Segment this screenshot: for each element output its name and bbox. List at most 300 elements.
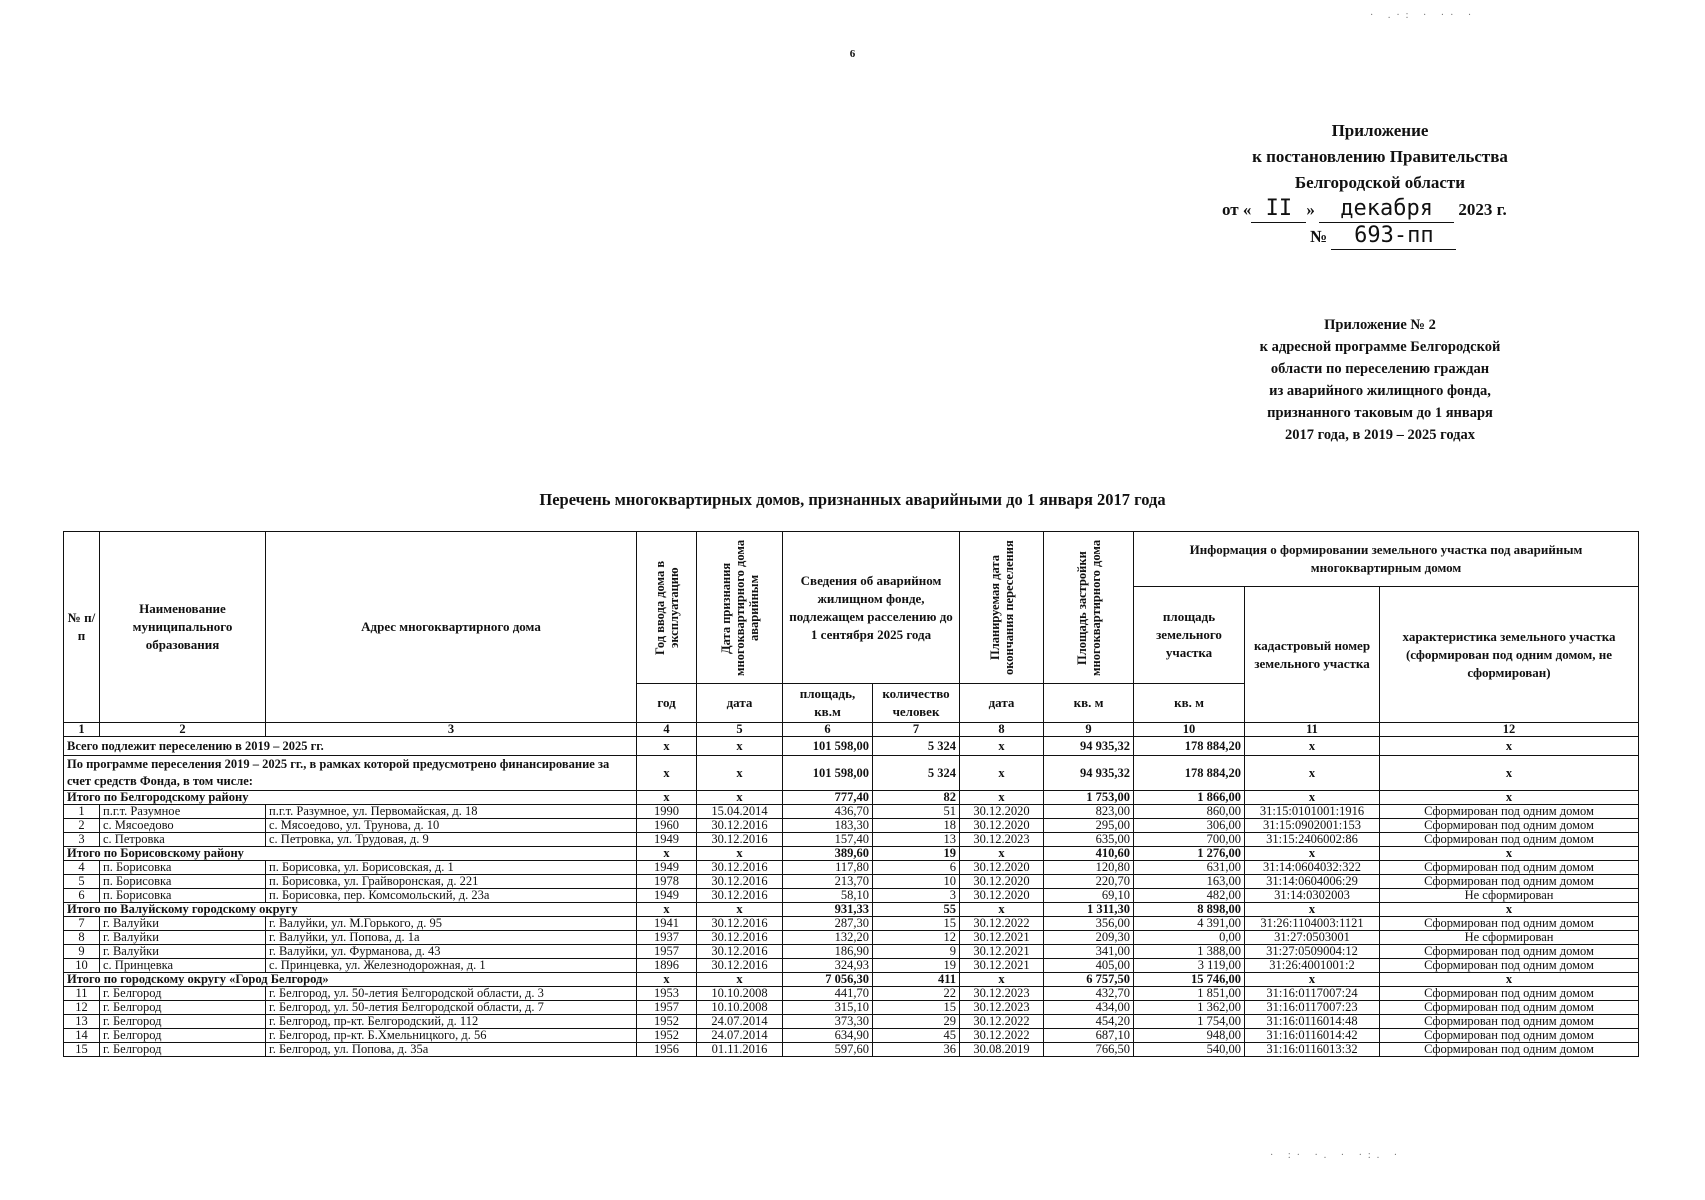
column-number: 7 xyxy=(873,723,960,737)
header-land-info: Информация о формировании земельного участка под аварийным многоквартирным домом xyxy=(1134,532,1639,587)
municipality-cell: с. Мясоедово xyxy=(100,819,266,833)
header-land-char: характеристика земельного участка (сформирован под одним домом, не сформирован) xyxy=(1380,587,1639,723)
people-cell: 36 xyxy=(873,1043,960,1057)
header-address: Адрес многоквартирного дома xyxy=(266,532,637,723)
building-area-cell: 220,70 xyxy=(1044,875,1134,889)
summary-area: 389,60 xyxy=(783,847,873,861)
row-number: 12 xyxy=(64,1001,100,1015)
date-day: II xyxy=(1251,196,1306,223)
address-cell: п. Борисовка, ул. Борисовская, д. 1 xyxy=(266,861,637,875)
summary-row xyxy=(64,847,1639,861)
summary-building-area: 94 935,32 xyxy=(1044,756,1134,791)
header-municipality: Наименование муниципального образования xyxy=(100,532,266,723)
people-cell: 29 xyxy=(873,1015,960,1029)
people-cell: 15 xyxy=(873,1001,960,1015)
area-cell: 132,20 xyxy=(783,931,873,945)
year-cell: 1957 xyxy=(637,1001,697,1015)
land-char-cell: Сформирован под одним домом xyxy=(1380,819,1639,833)
cadastral-cell: 31:27:0509004:12 xyxy=(1245,945,1380,959)
summary-label: Итого по городскому округу «Город Белгород» xyxy=(64,973,637,987)
resolution-date-line xyxy=(1180,196,1580,223)
table-row xyxy=(64,875,1639,889)
summary-land-area: 1 866,00 xyxy=(1134,791,1245,805)
summary-cadastral: х xyxy=(1245,791,1380,805)
summary-building-area: 94 935,32 xyxy=(1044,737,1134,756)
header-fund-info: Сведения об аварийном жилищном фонде, подлежащем расселению до 1 сентября 2025 года xyxy=(783,532,960,684)
number-prefix: № xyxy=(1310,227,1328,246)
recognition-date-cell: 15.04.2014 xyxy=(697,805,783,819)
people-cell: 51 xyxy=(873,805,960,819)
municipality-cell: г. Белгород xyxy=(100,1001,266,1015)
address-cell: г. Белгород, ул. 50-летия Белгородской области, д. 7 xyxy=(266,1001,637,1015)
address-cell: г. Валуйки, ул. Фурманова, д. 43 xyxy=(266,945,637,959)
appendix2-line-6: 2017 года, в 2019 – 2025 годах xyxy=(1285,427,1475,443)
table-row xyxy=(64,805,1639,819)
year-cell: 1952 xyxy=(637,1015,697,1029)
column-number: 4 xyxy=(637,723,697,737)
recognition-date-cell: 30.12.2016 xyxy=(697,945,783,959)
row-number: 9 xyxy=(64,945,100,959)
cadastral-cell: 31:14:0604006:29 xyxy=(1245,875,1380,889)
summary-row xyxy=(64,791,1639,805)
summary-date: х xyxy=(697,903,783,917)
land-char-cell: Сформирован под одним домом xyxy=(1380,1001,1639,1015)
header-recognition-date: Дата признания многоквартирного дома аварийным xyxy=(718,539,761,676)
scan-noise: · .·: · ·· · xyxy=(1370,10,1478,21)
buildings-table xyxy=(63,531,1639,1057)
recognition-date-cell: 30.12.2016 xyxy=(697,861,783,875)
recognition-date-cell: 01.11.2016 xyxy=(697,1043,783,1057)
planned-date-cell: 30.12.2021 xyxy=(960,945,1044,959)
header-cadastral: кадастровый номер земельного участка xyxy=(1245,587,1380,723)
people-cell: 6 xyxy=(873,861,960,875)
cadastral-cell: 31:15:2406002:86 xyxy=(1245,833,1380,847)
land-char-cell: Сформирован под одним домом xyxy=(1380,805,1639,819)
land-char-cell: Сформирован под одним домом xyxy=(1380,833,1639,847)
building-area-cell: 454,20 xyxy=(1044,1015,1134,1029)
planned-date-cell: 30.12.2020 xyxy=(960,889,1044,903)
summary-date: х xyxy=(697,737,783,756)
building-area-cell: 434,00 xyxy=(1044,1001,1134,1015)
area-cell: 117,80 xyxy=(783,861,873,875)
appendix-line-1: Приложение xyxy=(1331,121,1429,140)
unit-area: площадь, кв.м xyxy=(783,684,873,723)
land-area-cell: 4 391,00 xyxy=(1134,917,1245,931)
summary-label: Итого по Белгородскому району xyxy=(64,791,637,805)
planned-date-cell: 30.12.2022 xyxy=(960,917,1044,931)
summary-plan: х xyxy=(960,973,1044,987)
table-row xyxy=(64,959,1639,973)
column-number: 12 xyxy=(1380,723,1639,737)
unit-plan-date: дата xyxy=(960,684,1044,723)
planned-date-cell: 30.12.2023 xyxy=(960,833,1044,847)
summary-year: х xyxy=(637,791,697,805)
people-cell: 10 xyxy=(873,875,960,889)
summary-plan: х xyxy=(960,756,1044,791)
area-cell: 324,93 xyxy=(783,959,873,973)
summary-area: 101 598,00 xyxy=(783,756,873,791)
year-cell: 1937 xyxy=(637,931,697,945)
recognition-date-cell: 30.12.2016 xyxy=(697,889,783,903)
year-cell: 1949 xyxy=(637,889,697,903)
land-area-cell: 631,00 xyxy=(1134,861,1245,875)
appendix2-line-4: из аварийного жилищного фонда, xyxy=(1269,383,1491,399)
area-cell: 315,10 xyxy=(783,1001,873,1015)
summary-people: 55 xyxy=(873,903,960,917)
table-row xyxy=(64,1015,1639,1029)
row-number: 2 xyxy=(64,819,100,833)
summary-people: 19 xyxy=(873,847,960,861)
land-area-cell: 1 362,00 xyxy=(1134,1001,1245,1015)
header-year: Год ввода дома в эксплуатацию xyxy=(652,560,681,655)
land-char-cell: Сформирован под одним домом xyxy=(1380,945,1639,959)
cadastral-cell: 31:16:0116014:42 xyxy=(1245,1029,1380,1043)
building-area-cell: 69,10 xyxy=(1044,889,1134,903)
year-cell: 1896 xyxy=(637,959,697,973)
recognition-date-cell: 30.12.2016 xyxy=(697,819,783,833)
building-area-cell: 405,00 xyxy=(1044,959,1134,973)
summary-char: х xyxy=(1380,903,1639,917)
address-cell: п.г.т. Разумное, ул. Первомайская, д. 18 xyxy=(266,805,637,819)
row-number: 5 xyxy=(64,875,100,889)
building-area-cell: 295,00 xyxy=(1044,819,1134,833)
summary-char: х xyxy=(1380,737,1639,756)
land-char-cell: Сформирован под одним домом xyxy=(1380,917,1639,931)
summary-year: х xyxy=(637,903,697,917)
summary-char: х xyxy=(1380,973,1639,987)
land-char-cell: Сформирован под одним домом xyxy=(1380,875,1639,889)
unit-people: количество человек xyxy=(873,684,960,723)
column-number: 10 xyxy=(1134,723,1245,737)
summary-people: 5 324 xyxy=(873,756,960,791)
building-area-cell: 341,00 xyxy=(1044,945,1134,959)
summary-building-area: 410,60 xyxy=(1044,847,1134,861)
cadastral-cell: 31:26:4001001:2 xyxy=(1245,959,1380,973)
land-area-cell: 860,00 xyxy=(1134,805,1245,819)
area-cell: 597,60 xyxy=(783,1043,873,1057)
unit-date: дата xyxy=(697,684,783,723)
address-cell: с. Петровка, ул. Трудовая, д. 9 xyxy=(266,833,637,847)
address-cell: г. Белгород, ул. Попова, д. 35а xyxy=(266,1043,637,1057)
summary-row xyxy=(64,737,1639,756)
year-cell: 1949 xyxy=(637,833,697,847)
summary-label: По программе переселения 2019 – 2025 гг., в рамках которой предусмотрено финансирование за счет средств Фонда, в том числе: xyxy=(64,756,637,791)
planned-date-cell: 30.12.2020 xyxy=(960,819,1044,833)
summary-people: 411 xyxy=(873,973,960,987)
summary-building-area: 1 753,00 xyxy=(1044,791,1134,805)
header-building-area-cell xyxy=(1044,532,1134,684)
header-row-1 xyxy=(64,532,1639,587)
recognition-date-cell: 24.07.2014 xyxy=(697,1015,783,1029)
summary-cadastral: х xyxy=(1245,973,1380,987)
date-prefix: от « xyxy=(1222,200,1252,219)
summary-cadastral: х xyxy=(1245,756,1380,791)
building-area-cell: 356,00 xyxy=(1044,917,1134,931)
recognition-date-cell: 30.12.2016 xyxy=(697,959,783,973)
land-area-cell: 1 851,00 xyxy=(1134,987,1245,1001)
table-row xyxy=(64,945,1639,959)
people-cell: 19 xyxy=(873,959,960,973)
summary-date: х xyxy=(697,791,783,805)
date-year: 2023 г. xyxy=(1458,200,1507,219)
summary-cadastral: х xyxy=(1245,737,1380,756)
summary-date: х xyxy=(697,847,783,861)
land-char-cell: Не сформирован xyxy=(1380,931,1639,945)
land-area-cell: 948,00 xyxy=(1134,1029,1245,1043)
land-area-cell: 3 119,00 xyxy=(1134,959,1245,973)
summary-people: 5 324 xyxy=(873,737,960,756)
column-number: 3 xyxy=(266,723,637,737)
planned-date-cell: 30.12.2023 xyxy=(960,1001,1044,1015)
summary-plan: х xyxy=(960,737,1044,756)
row-number: 15 xyxy=(64,1043,100,1057)
summary-land-area: 1 276,00 xyxy=(1134,847,1245,861)
building-area-cell: 766,50 xyxy=(1044,1043,1134,1057)
recognition-date-cell: 24.07.2014 xyxy=(697,1029,783,1043)
municipality-cell: г. Белгород xyxy=(100,987,266,1001)
row-number: 13 xyxy=(64,1015,100,1029)
planned-date-cell: 30.12.2020 xyxy=(960,861,1044,875)
date-month: декабря xyxy=(1319,196,1454,223)
people-cell: 12 xyxy=(873,931,960,945)
resolution-appendix-block xyxy=(1180,118,1580,250)
planned-date-cell: 30.12.2020 xyxy=(960,875,1044,889)
address-cell: г. Белгород, пр-кт. Белгородский, д. 112 xyxy=(266,1015,637,1029)
municipality-cell: с. Принцевка xyxy=(100,959,266,973)
summary-date: х xyxy=(697,756,783,791)
page-number: 6 xyxy=(849,48,856,60)
people-cell: 13 xyxy=(873,833,960,847)
area-cell: 441,70 xyxy=(783,987,873,1001)
column-number: 9 xyxy=(1044,723,1134,737)
area-cell: 213,70 xyxy=(783,875,873,889)
cadastral-cell: 31:16:0116013:32 xyxy=(1245,1043,1380,1057)
unit-year: год xyxy=(637,684,697,723)
municipality-cell: п. Борисовка xyxy=(100,875,266,889)
header-year-cell xyxy=(637,532,697,684)
municipality-cell: г. Белгород xyxy=(100,1043,266,1057)
recognition-date-cell: 10.10.2008 xyxy=(697,1001,783,1015)
summary-row xyxy=(64,756,1639,791)
table-row xyxy=(64,917,1639,931)
building-area-cell: 120,80 xyxy=(1044,861,1134,875)
land-area-cell: 306,00 xyxy=(1134,819,1245,833)
column-number: 11 xyxy=(1245,723,1380,737)
summary-cadastral: х xyxy=(1245,903,1380,917)
summary-row xyxy=(64,903,1639,917)
table-row xyxy=(64,833,1639,847)
summary-row xyxy=(64,973,1639,987)
cadastral-cell: 31:15:0902001:153 xyxy=(1245,819,1380,833)
year-cell: 1990 xyxy=(637,805,697,819)
table-row xyxy=(64,987,1639,1001)
appendix2-line-5: признанного таковым до 1 января xyxy=(1267,405,1493,421)
building-area-cell: 432,70 xyxy=(1044,987,1134,1001)
summary-land-area: 15 746,00 xyxy=(1134,973,1245,987)
header-land-area: площадь земельного участка xyxy=(1134,587,1245,684)
summary-area: 777,40 xyxy=(783,791,873,805)
year-cell: 1978 xyxy=(637,875,697,889)
year-cell: 1952 xyxy=(637,1029,697,1043)
summary-land-area: 178 884,20 xyxy=(1134,737,1245,756)
planned-date-cell: 30.12.2020 xyxy=(960,805,1044,819)
header-recognition-cell xyxy=(697,532,783,684)
address-cell: г. Белгород, ул. 50-летия Белгородской области, д. 3 xyxy=(266,987,637,1001)
cadastral-cell: 31:15:0101001:1916 xyxy=(1245,805,1380,819)
land-char-cell: Сформирован под одним домом xyxy=(1380,1015,1639,1029)
area-cell: 183,30 xyxy=(783,819,873,833)
municipality-cell: п. Борисовка xyxy=(100,889,266,903)
address-cell: п. Борисовка, пер. Комсомольский, д. 23а xyxy=(266,889,637,903)
summary-building-area: 1 311,30 xyxy=(1044,903,1134,917)
land-char-cell: Сформирован под одним домом xyxy=(1380,861,1639,875)
summary-people: 82 xyxy=(873,791,960,805)
summary-cadastral: х xyxy=(1245,847,1380,861)
year-cell: 1941 xyxy=(637,917,697,931)
address-cell: г. Валуйки, ул. Попова, д. 1а xyxy=(266,931,637,945)
municipality-cell: г. Валуйки xyxy=(100,931,266,945)
header-building-area: Площадь застройки многоквартирного дома xyxy=(1074,539,1103,676)
summary-date: х xyxy=(697,973,783,987)
column-number: 1 xyxy=(64,723,100,737)
summary-plan: х xyxy=(960,791,1044,805)
year-cell: 1960 xyxy=(637,819,697,833)
land-area-cell: 540,00 xyxy=(1134,1043,1245,1057)
area-cell: 436,70 xyxy=(783,805,873,819)
appendix-line-2: к постановлению Правительства xyxy=(1252,147,1508,166)
building-area-cell: 209,30 xyxy=(1044,931,1134,945)
column-number: 5 xyxy=(697,723,783,737)
municipality-cell: г. Белгород xyxy=(100,1029,266,1043)
table-row xyxy=(64,1029,1639,1043)
people-cell: 15 xyxy=(873,917,960,931)
unit-land-kvm: кв. м xyxy=(1134,684,1245,723)
summary-year: х xyxy=(637,847,697,861)
recognition-date-cell: 30.12.2016 xyxy=(697,931,783,945)
column-numbers-row xyxy=(64,723,1639,737)
municipality-cell: с. Петровка xyxy=(100,833,266,847)
recognition-date-cell: 10.10.2008 xyxy=(697,987,783,1001)
planned-date-cell: 30.12.2022 xyxy=(960,1015,1044,1029)
row-number: 4 xyxy=(64,861,100,875)
cadastral-cell: 31:26:1104003:1121 xyxy=(1245,917,1380,931)
recognition-date-cell: 30.12.2016 xyxy=(697,917,783,931)
summary-year: х xyxy=(637,737,697,756)
summary-label: Всего подлежит переселению в 2019 – 2025 гг. xyxy=(64,737,637,756)
table-row xyxy=(64,889,1639,903)
row-number: 10 xyxy=(64,959,100,973)
summary-area: 931,33 xyxy=(783,903,873,917)
land-char-cell: Сформирован под одним домом xyxy=(1380,1043,1639,1057)
address-cell: с. Принцевка, ул. Железнодорожная, д. 1 xyxy=(266,959,637,973)
year-cell: 1957 xyxy=(637,945,697,959)
area-cell: 157,40 xyxy=(783,833,873,847)
cadastral-cell: 31:14:0302003 xyxy=(1245,889,1380,903)
cadastral-cell: 31:16:0117007:23 xyxy=(1245,1001,1380,1015)
people-cell: 22 xyxy=(873,987,960,1001)
column-number: 8 xyxy=(960,723,1044,737)
number-value: 693-пп xyxy=(1331,223,1456,250)
people-cell: 9 xyxy=(873,945,960,959)
building-area-cell: 823,00 xyxy=(1044,805,1134,819)
address-cell: п. Борисовка, ул. Грайворонская, д. 221 xyxy=(266,875,637,889)
summary-plan: х xyxy=(960,903,1044,917)
planned-date-cell: 30.12.2023 xyxy=(960,987,1044,1001)
row-number: 14 xyxy=(64,1029,100,1043)
summary-building-area: 6 757,50 xyxy=(1044,973,1134,987)
recognition-date-cell: 30.12.2016 xyxy=(697,875,783,889)
address-cell: г. Валуйки, ул. М.Горького, д. 95 xyxy=(266,917,637,931)
table-row xyxy=(64,819,1639,833)
people-cell: 18 xyxy=(873,819,960,833)
area-cell: 186,90 xyxy=(783,945,873,959)
planned-date-cell: 30.08.2019 xyxy=(960,1043,1044,1057)
people-cell: 3 xyxy=(873,889,960,903)
area-cell: 634,90 xyxy=(783,1029,873,1043)
municipality-cell: г. Белгород xyxy=(100,1015,266,1029)
municipality-cell: п. Борисовка xyxy=(100,861,266,875)
land-char-cell: Сформирован под одним домом xyxy=(1380,987,1639,1001)
summary-plan: х xyxy=(960,847,1044,861)
recognition-date-cell: 30.12.2016 xyxy=(697,833,783,847)
land-area-cell: 163,00 xyxy=(1134,875,1245,889)
row-number: 3 xyxy=(64,833,100,847)
summary-area: 7 056,30 xyxy=(783,973,873,987)
building-area-cell: 635,00 xyxy=(1044,833,1134,847)
land-area-cell: 1 754,00 xyxy=(1134,1015,1245,1029)
cadastral-cell: 31:16:0117007:24 xyxy=(1245,987,1380,1001)
address-cell: с. Мясоедово, ул. Трунова, д. 10 xyxy=(266,819,637,833)
row-number: 8 xyxy=(64,931,100,945)
planned-date-cell: 30.12.2021 xyxy=(960,959,1044,973)
planned-date-cell: 30.12.2022 xyxy=(960,1029,1044,1043)
land-area-cell: 0,00 xyxy=(1134,931,1245,945)
municipality-cell: п.г.т. Разумное xyxy=(100,805,266,819)
summary-land-area: 178 884,20 xyxy=(1134,756,1245,791)
table-row xyxy=(64,1001,1639,1015)
area-cell: 58,10 xyxy=(783,889,873,903)
summary-year: х xyxy=(637,756,697,791)
appendix2-line-3: области по переселению граждан xyxy=(1270,361,1490,377)
document-title: Перечень многоквартирных домов, признанных аварийными до 1 января 2017 года xyxy=(539,490,1166,509)
land-area-cell: 1 388,00 xyxy=(1134,945,1245,959)
resolution-number-line xyxy=(1180,223,1580,250)
cadastral-cell: 31:16:0116014:48 xyxy=(1245,1015,1380,1029)
scan-noise-bottom: · :· ·. · ·:. · xyxy=(1270,1150,1404,1161)
column-number: 2 xyxy=(100,723,266,737)
table-row xyxy=(64,861,1639,875)
land-char-cell: Сформирован под одним домом xyxy=(1380,1029,1639,1043)
date-mid: » xyxy=(1306,200,1315,219)
cadastral-cell: 31:14:0604032:322 xyxy=(1245,861,1380,875)
address-cell: г. Белгород, пр-кт. Б.Хмельницкого, д. 56 xyxy=(266,1029,637,1043)
area-cell: 287,30 xyxy=(783,917,873,931)
land-area-cell: 482,00 xyxy=(1134,889,1245,903)
year-cell: 1949 xyxy=(637,861,697,875)
appendix2-line-1: Приложение № 2 xyxy=(1324,317,1436,333)
row-number: 1 xyxy=(64,805,100,819)
row-number: 7 xyxy=(64,917,100,931)
program-appendix-block xyxy=(1200,314,1560,446)
header-num: № п/п xyxy=(64,532,100,723)
appendix-line-3: Белгородской области xyxy=(1294,173,1466,192)
land-char-cell: Сформирован под одним домом xyxy=(1380,959,1639,973)
appendix2-line-2: к адресной программе Белгородской xyxy=(1259,339,1501,355)
summary-char: х xyxy=(1380,847,1639,861)
column-number: 6 xyxy=(783,723,873,737)
municipality-cell: г. Валуйки xyxy=(100,917,266,931)
building-area-cell: 687,10 xyxy=(1044,1029,1134,1043)
